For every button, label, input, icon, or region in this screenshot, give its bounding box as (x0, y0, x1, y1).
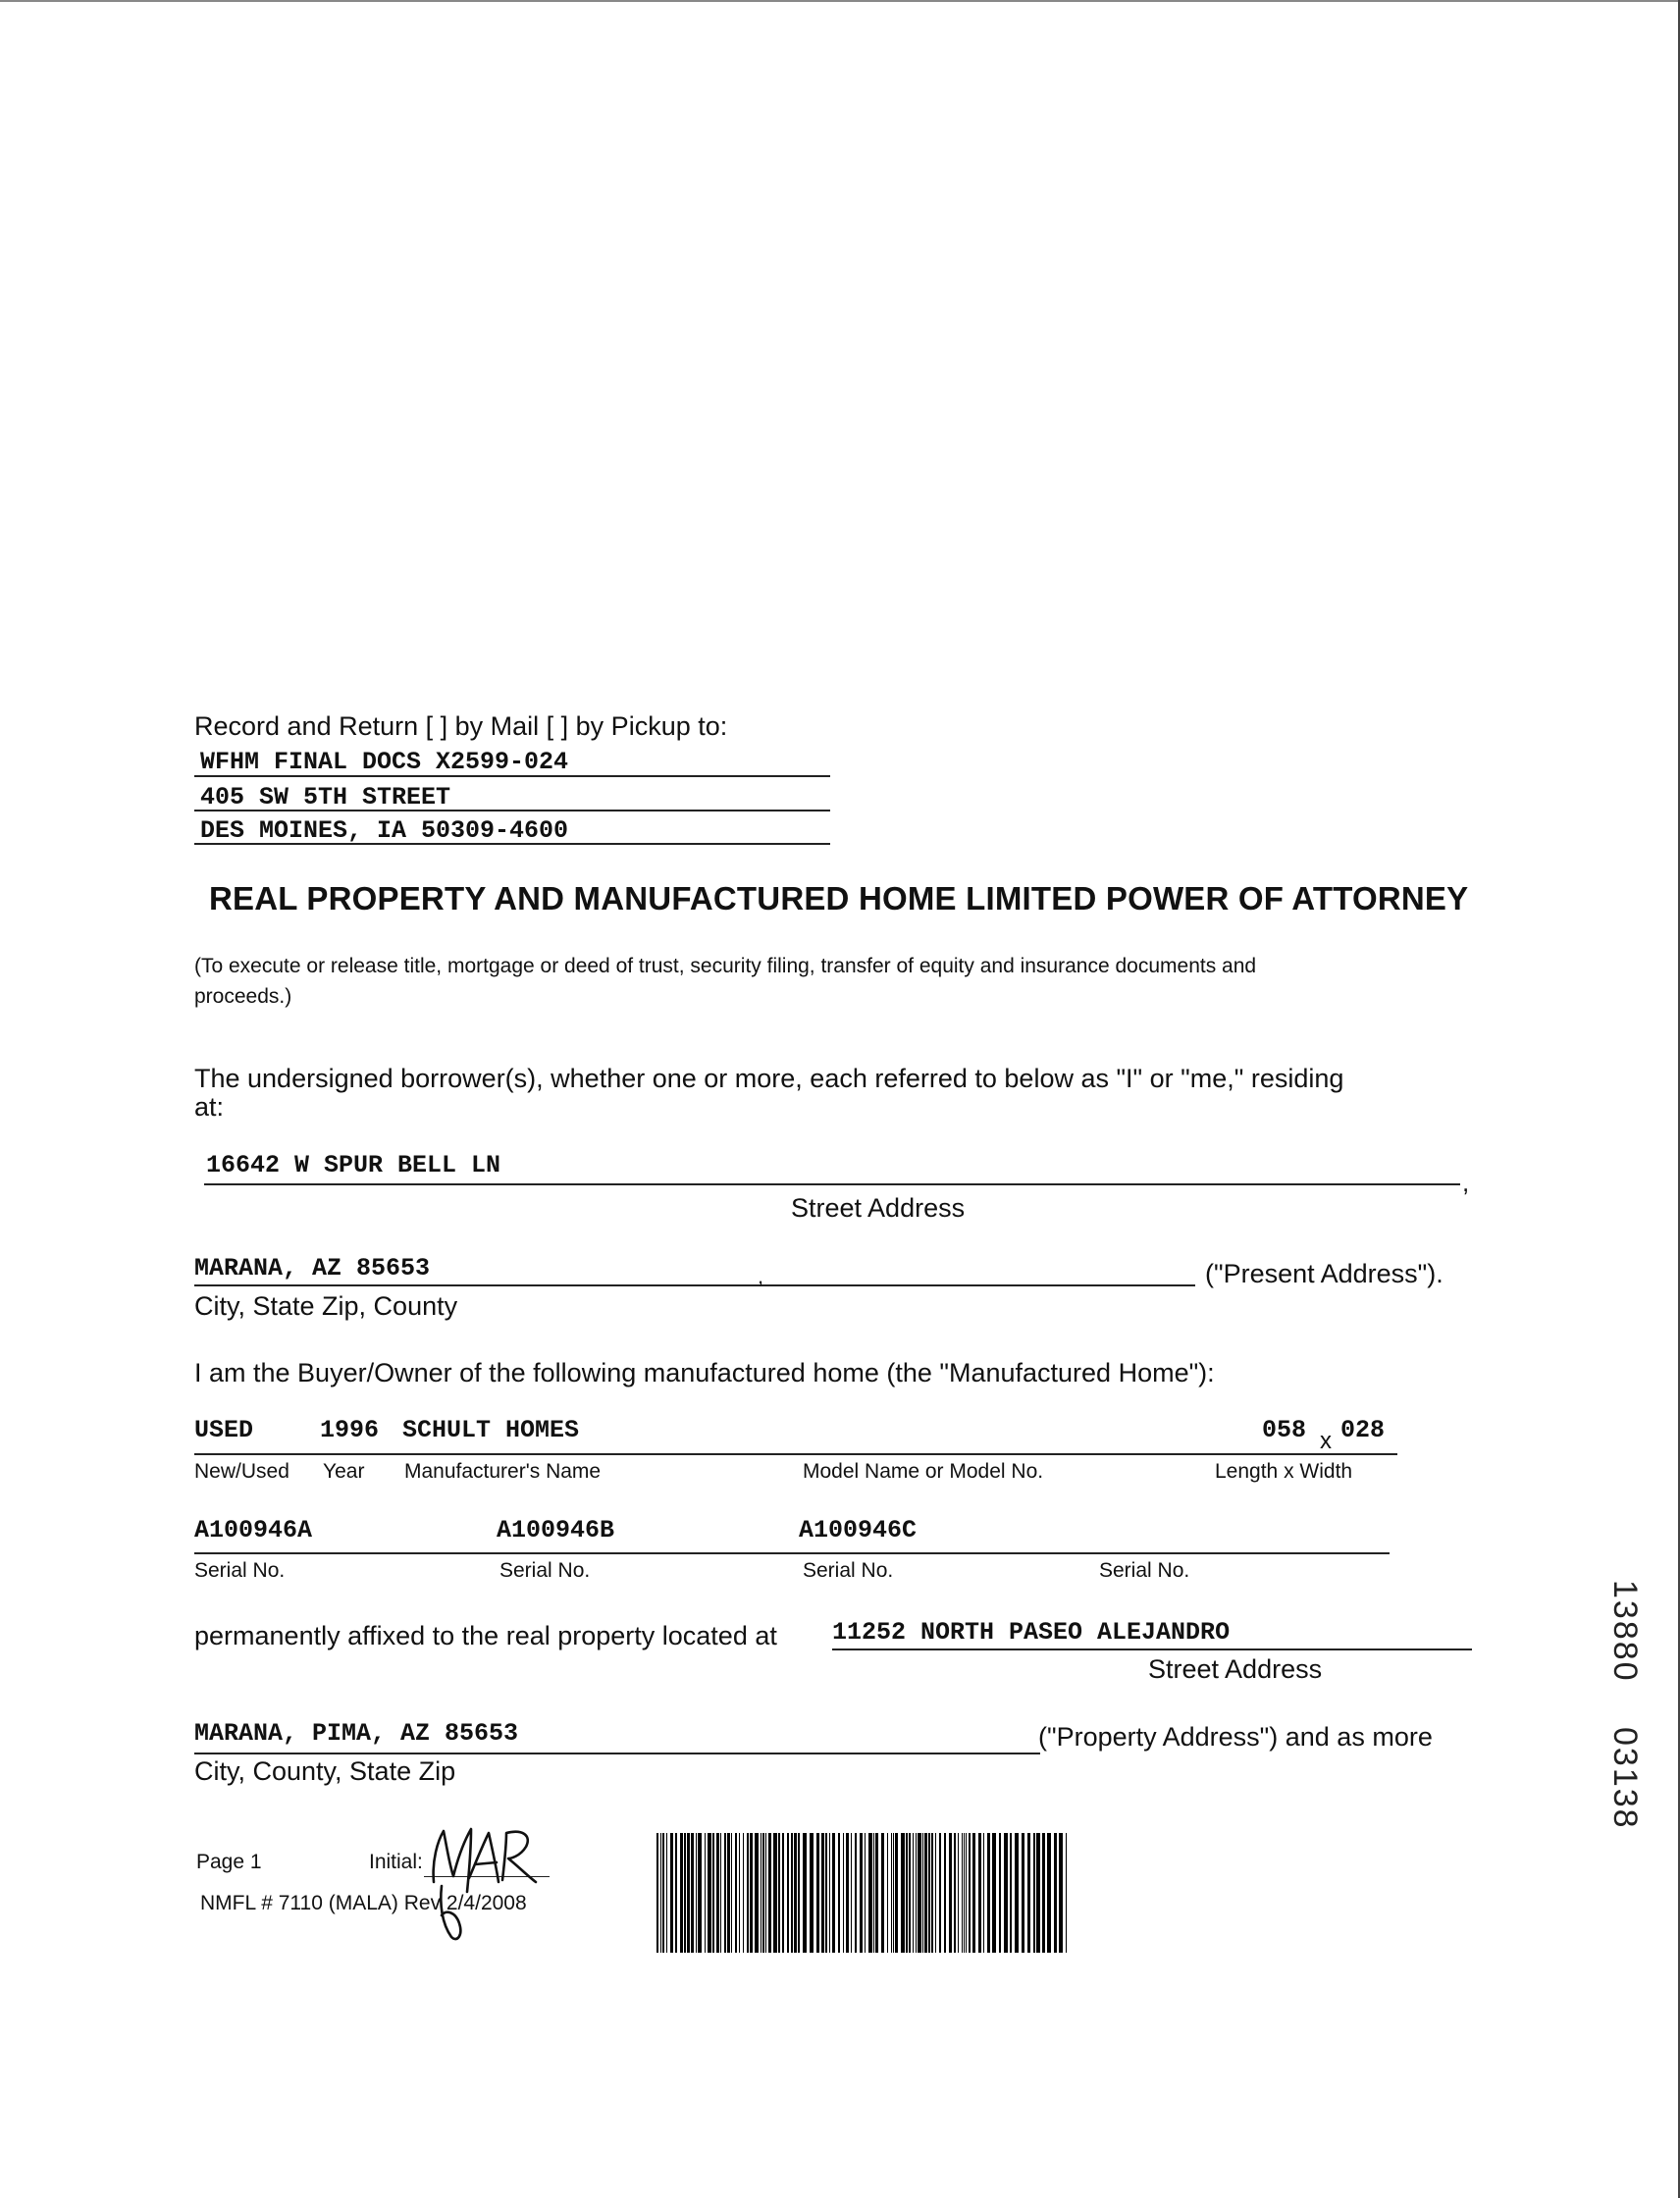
side-stamp-bottom: 03138 (1606, 1727, 1644, 1830)
return-header: Record and Return [ ] by Mail [ ] by Pickup to: (194, 711, 728, 741)
home-year-label: Year (323, 1460, 365, 1483)
intro-line-2: at: (194, 1092, 225, 1122)
return-line-3: DES MOINES, IA 50309-4600 (200, 816, 569, 845)
side-stamp-top: 13880 (1606, 1580, 1644, 1683)
residence-street-value: 16642 W SPUR BELL LN (206, 1151, 501, 1179)
serial-value-2: A100946B (497, 1516, 615, 1544)
property-address-label: ("Property Address") and as more (1038, 1722, 1433, 1752)
residence-street-rule (204, 1183, 1460, 1185)
return-rule-2 (194, 810, 830, 811)
residence-city-value: MARANA, AZ 85653 (194, 1254, 431, 1282)
residence-county-comma: , (758, 1264, 764, 1288)
home-length-value: 058 (1262, 1416, 1307, 1444)
initials-signature (412, 1821, 550, 1949)
page-number: Page 1 (196, 1851, 262, 1873)
present-address-label: ("Present Address"). (1205, 1259, 1444, 1288)
serial-label-3: Serial No. (803, 1559, 894, 1582)
residence-street-label: Street Address (791, 1193, 966, 1223)
serial-value-1: A100946A (194, 1516, 313, 1544)
property-street-value: 11252 NORTH PASEO ALEJANDRO (832, 1618, 1231, 1647)
return-rule-3 (194, 843, 830, 845)
residence-city-label: City, State Zip, County (194, 1291, 458, 1321)
home-dimensions-label: Length x Width (1215, 1460, 1353, 1483)
intro-line-1: The undersigned borrower(s), whether one or more, each referred to below as "I" or "me," residing (194, 1064, 1344, 1093)
home-manufacturer-label: Manufacturer's Name (404, 1460, 602, 1483)
return-line-1: WFHM FINAL DOCS X2599-024 (200, 748, 569, 776)
serial-label-4: Serial No. (1099, 1559, 1190, 1582)
document-title: REAL PROPERTY AND MANUFACTURED HOME LIMITED POWER OF ATTORNEY (209, 880, 1469, 916)
form-identifier: NMFL # 7110 (MALA) Rev 2/4/2008 (200, 1892, 527, 1914)
home-manufacturer-value: SCHULT HOMES (402, 1416, 580, 1444)
initial-label: Initial: (369, 1851, 423, 1873)
subtitle-line-2: proceeds.) (194, 985, 292, 1008)
serial-value-3: A100946C (799, 1516, 918, 1544)
residence-city-rule (194, 1284, 1195, 1286)
home-new-used-value: USED (194, 1416, 254, 1444)
home-model-label: Model Name or Model No. (803, 1460, 1044, 1483)
page-top-edge (0, 0, 1680, 2)
serial-label-2: Serial No. (499, 1559, 591, 1582)
return-rule-1 (194, 775, 830, 777)
property-street-label: Street Address (1148, 1654, 1323, 1684)
property-city-value: MARANA, PIMA, AZ 85653 (194, 1719, 519, 1748)
subtitle-line-1: (To execute or release title, mortgage or deed of trust, security filing, transfer of equity and insurance documents and (194, 955, 1257, 977)
property-city-rule (194, 1753, 1040, 1754)
home-dimension-x: x (1320, 1428, 1332, 1454)
home-year-value: 1996 (320, 1416, 380, 1444)
home-width-value: 028 (1340, 1416, 1386, 1444)
serial-rule (194, 1552, 1390, 1554)
barcode (656, 1833, 1069, 1953)
buyer-statement: I am the Buyer/Owner of the following manufactured home (the "Manufactured Home"): (194, 1358, 1215, 1387)
residence-street-comma: , (1462, 1168, 1470, 1197)
property-street-rule (832, 1648, 1472, 1650)
affixed-text: permanently affixed to the real property located at (194, 1621, 777, 1650)
home-rule (194, 1453, 1397, 1455)
property-city-label: City, County, State Zip (194, 1756, 456, 1786)
home-new-used-label: New/Used (194, 1460, 289, 1483)
return-line-2: 405 SW 5TH STREET (200, 783, 451, 811)
serial-label-1: Serial No. (194, 1559, 286, 1582)
